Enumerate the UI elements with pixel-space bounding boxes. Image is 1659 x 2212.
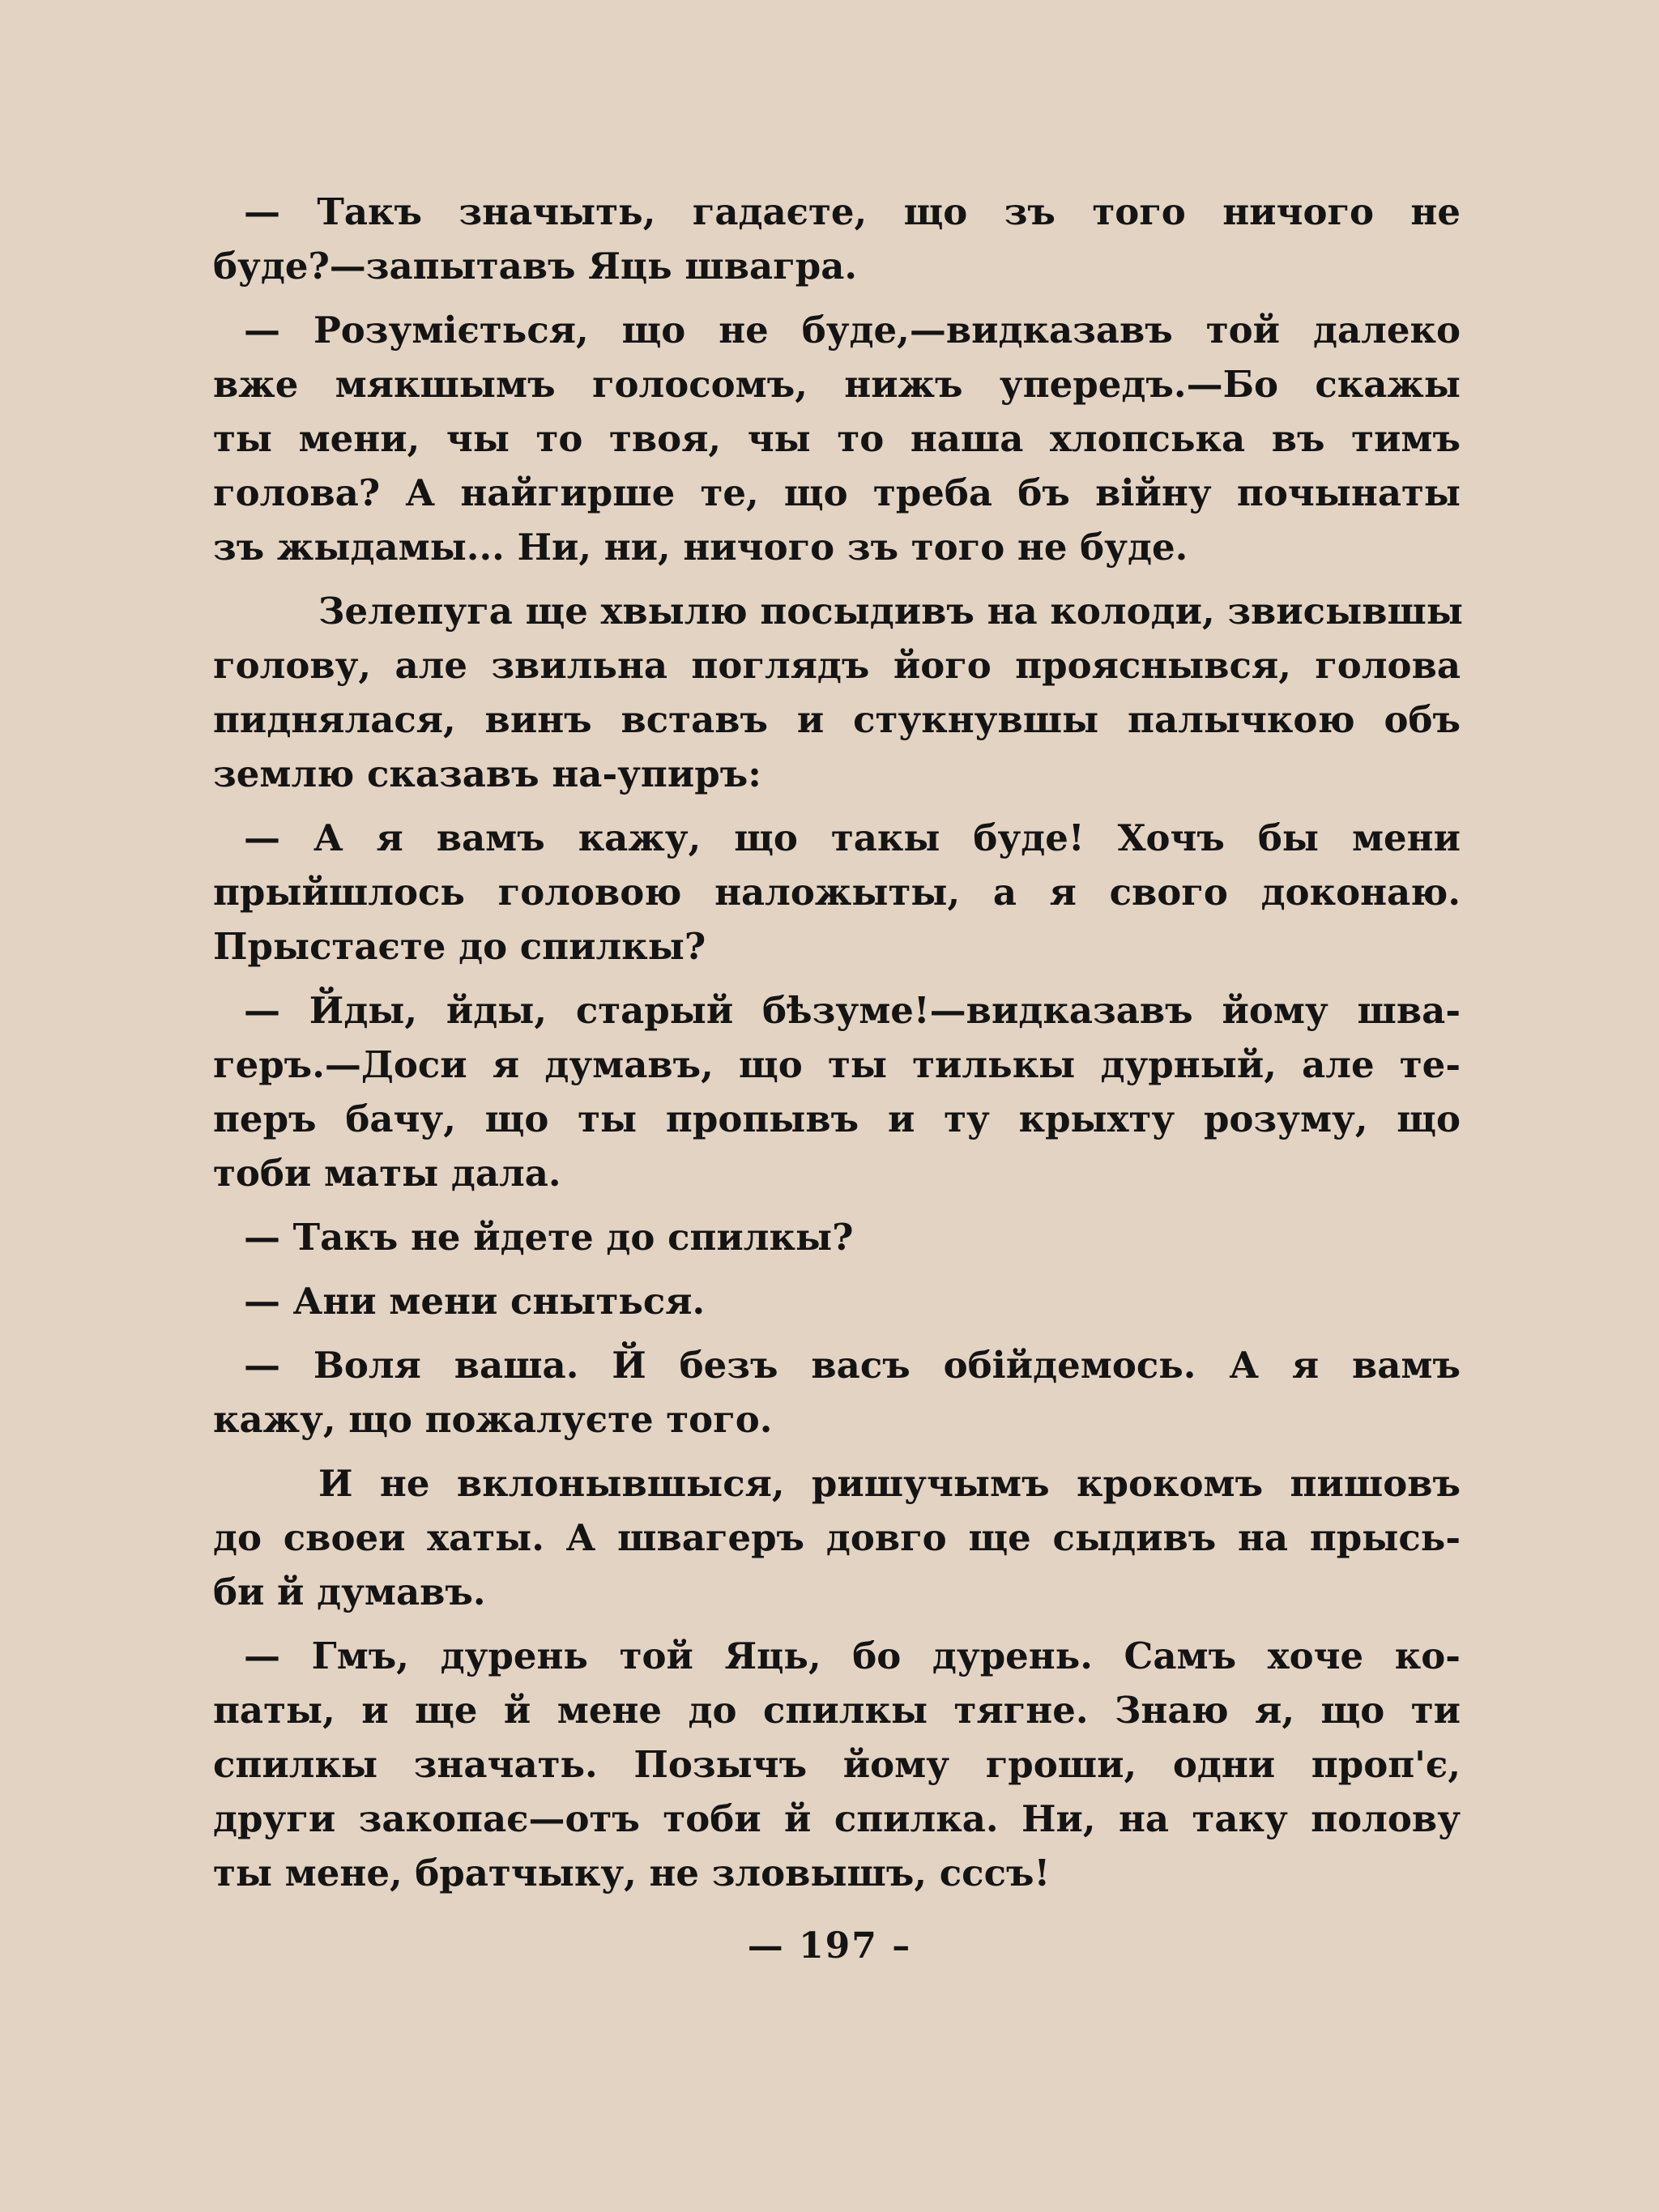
text-line: други закопає—отъ тоби й спилка. Ни, на таку полову [213,1797,1461,1840]
text-line: — Такъ значыть, гадаєте, що зъ того ничого не [244,190,1461,233]
paragraph [213,303,1461,574]
text-line: — А я вамъ кажу, що такы буде! Хочъ бы мени [244,816,1461,859]
text-line: геръ.—Доси я думавъ, що ты тилькы дурный, але те- [213,1043,1461,1086]
paragraph-gap [213,1328,1461,1338]
text-line: Прыстаєте до спилкы? [213,925,706,968]
paragraph-gap [213,974,1461,983]
text-line: паты, и ще й мене до спилкы тягне. Знаю я, що ти [213,1689,1461,1732]
paragraph-gap [213,1619,1461,1629]
text-line: спилкы значать. Позычъ йому гроши, одни проп'є, [213,1743,1461,1786]
paragraph-gap [213,801,1461,811]
paragraph [213,185,1461,293]
text-line: И не вклонывшыся, ришучымъ крокомъ пишовъ [318,1462,1461,1505]
text-line: — Ани мени сныться. [244,1280,706,1323]
text-line: голову, але звильна поглядъ його прояснывся, голова [213,644,1461,687]
text-line: буде?—запытавъ Яць швагра. [213,245,858,288]
paragraph [213,811,1461,974]
text-line: ты мене, братчыку, не зловышъ, сссъ! [213,1852,1051,1894]
paragraph [213,1629,1461,1900]
text-line: прыйшлось головою наложыты, а я свого доконаю. [213,871,1461,914]
text-line: землю сказавъ на-упиръ: [213,752,761,795]
text-line: перъ бачу, що ты пропывъ и ту крыхту розуму, що [213,1097,1461,1140]
text-line: — Йды, йды, старый бѣзуме!—видказавъ йому шва- [244,989,1461,1032]
text-line: — Такъ не йдете до спилкы? [244,1216,854,1259]
paragraph [213,584,1461,801]
paragraph [213,1338,1461,1447]
paragraph [213,983,1461,1200]
text-line: — Розуміється, що не буде,—видказавъ той далеко [244,309,1461,352]
text-line: кажу, що пожалуєте того. [213,1398,773,1441]
paragraph-gap [213,293,1461,303]
paragraph-gap [213,574,1461,584]
text-line: — Воля ваша. Й безъ васъ обійдемось. А я вамъ [244,1344,1461,1387]
paragraph-gap [213,1200,1461,1210]
text-line: Зелепуга ще хвылю посыдивъ на колоди, звисывшы [318,590,1463,633]
text-line: голова? А найгирше те, що треба бъ війну почынаты [213,471,1461,514]
text-line: — Гмъ, дурень той Яць, бо дурень. Самъ хоче ко- [244,1634,1461,1677]
text-line: тоби маты дала. [213,1152,561,1195]
text-line: би й думавъ. [213,1571,486,1613]
paragraph [213,1274,1461,1328]
text-line: зъ жыдамы... Ни, ни, ничого зъ того не буде. [213,526,1188,569]
paragraph [213,1210,1461,1264]
paragraph-gap [213,1447,1461,1456]
text-line: до своеи хаты. А швагеръ довго ще сыдивъ на прысь- [213,1516,1461,1559]
text-line: ты мени, чы то твоя, чы то наша хлопська въ тимъ [213,417,1461,460]
paragraph [213,1456,1461,1619]
body-text [213,185,1461,1900]
paragraph-gap [213,1264,1461,1274]
text-line: пиднялася, винъ вставъ и стукнувшы палычкою объ [213,698,1461,741]
text-line: вже мякшымъ голосомъ, нижъ упередъ.—Бо скажы [213,363,1461,406]
page-number: — 197 – [747,1925,912,1967]
